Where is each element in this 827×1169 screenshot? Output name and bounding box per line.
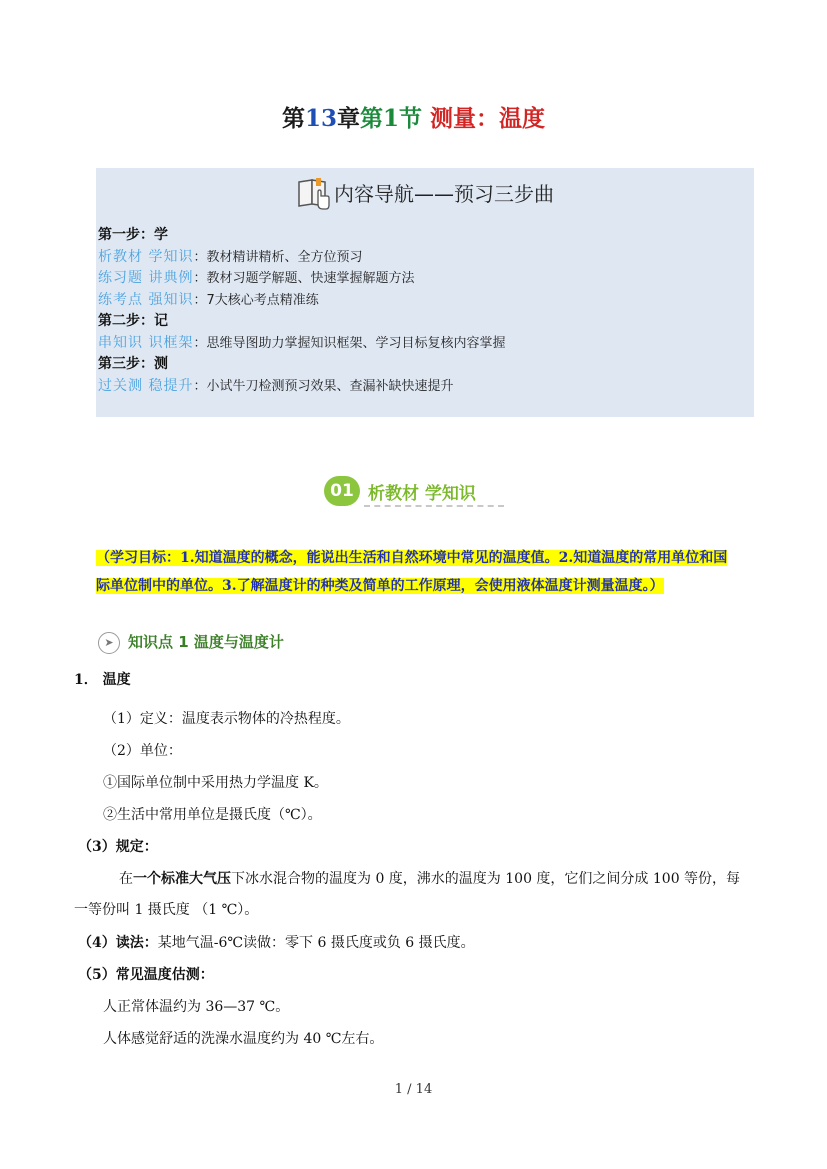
nav-row: 练考点 强知识：7大核心考点精准练	[98, 292, 319, 308]
section-badge	[324, 476, 514, 510]
nav-row: 串知识 识框架：思维导图助力掌握知识框架、学习目标复核内容掌握	[98, 335, 506, 351]
estimate-item-1: 人正常体温约为 36—37 ℃。	[103, 999, 290, 1015]
step-3-label: 第三步：测	[98, 356, 168, 372]
page-title: 第13章第1节 测量：温度	[281, 105, 546, 132]
section-number: 01	[324, 476, 360, 506]
step-1-label: 第一步：学	[98, 227, 168, 243]
unit-item-1: ①国际单位制中采用热力学温度 K。	[103, 775, 328, 791]
navigation-heading: 内容导航——预习三步曲	[96, 174, 754, 217]
arrow-circle-icon: ➤	[98, 632, 120, 654]
definition-text: （1）定义：温度表示物体的冷热程度。	[103, 711, 350, 727]
reading-text: （4）读法：某地气温-6℃读做：零下 6 摄氏度或负 6 摄氏度。	[78, 935, 475, 951]
learning-goals: （学习目标：1.知道温度的概念，能说出生活和自然环境中常见的温度值。2.知道温度的常用单位和国 际单位制中的单位。3.了解温度计的种类及简单的工作原理，会使用液体温度计测量温度。）	[96, 550, 728, 594]
unit-item-2: ②生活中常用单位是摄氏度（℃）。	[103, 807, 322, 823]
step-2-label: 第二步：记	[98, 313, 168, 329]
section-divider	[364, 505, 504, 507]
nav-row: 过关测 稳提升：小试牛刀检测预习效果、查漏补缺快速提升	[98, 378, 454, 394]
estimate-item-2: 人体感觉舒适的洗澡水温度约为 40 ℃左右。	[103, 1031, 384, 1047]
rule-text: 在一个标准大气压下冰水混合物的温度为 0 度，沸水的温度为 100 度，它们之间分成 100 等份，每	[119, 871, 741, 887]
estimate-heading: （5）常见温度估测：	[78, 967, 214, 983]
subheading-temperature: 1． 温度	[74, 672, 131, 688]
nav-row: 析教材 学知识：教材精讲精析、全方位预习	[98, 249, 363, 265]
page-number: 1 / 14	[394, 1082, 433, 1097]
rule-text-line2: 一等份叫 1 摄氏度 （1 ℃）。	[74, 902, 259, 918]
nav-row: 练习题 讲典例：教材习题学解题、快速掌握解题方法	[98, 270, 415, 286]
book-pointer-icon	[296, 174, 332, 217]
rule-heading: （3）规定：	[78, 839, 158, 855]
knowledge-point-heading: ➤ 知识点 1 温度与温度计	[98, 631, 284, 654]
unit-heading: （2）单位：	[103, 743, 182, 759]
section-label: 析教材 学知识	[368, 484, 476, 504]
content-navigation-box	[96, 168, 754, 417]
